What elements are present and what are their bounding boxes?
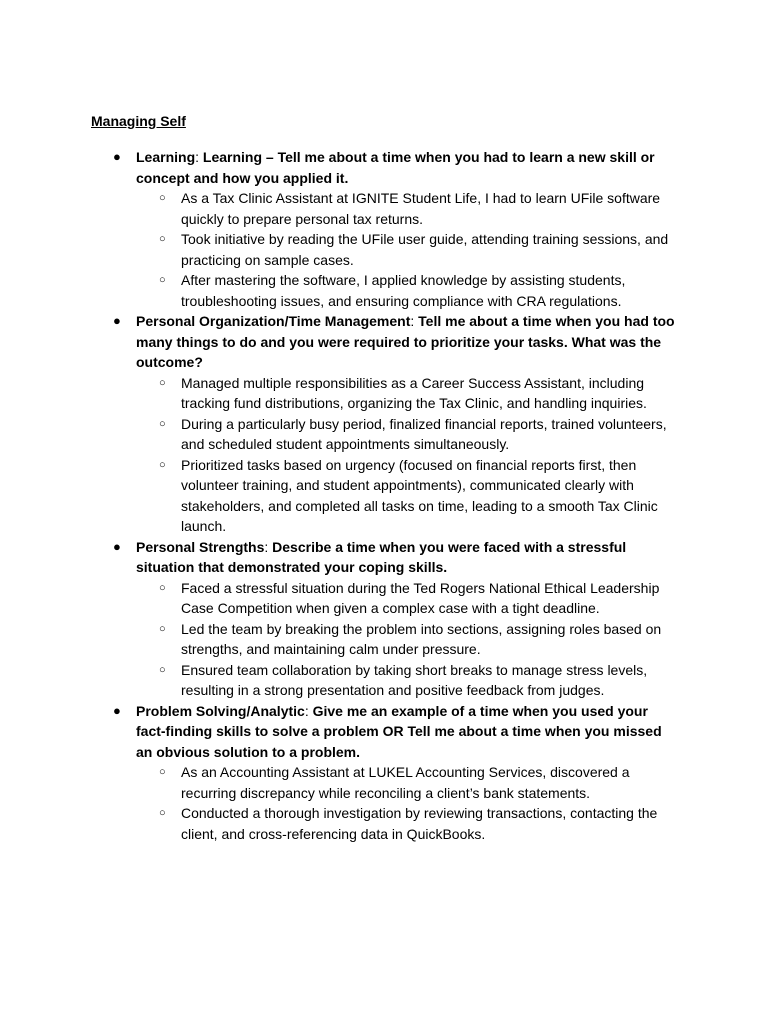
answer-points (136, 188, 680, 311)
label-separator: : (264, 538, 273, 555)
question-text (136, 147, 680, 188)
hollow-bullet-icon: ○ (159, 766, 166, 778)
question-text (136, 701, 680, 763)
section-heading: Managing Self (91, 113, 186, 129)
competency-label: Personal Organization/Time Management (136, 313, 411, 329)
competency-label: Problem Solving/Analytic (136, 702, 305, 719)
competency-label: Personal Strengths (136, 538, 265, 555)
competency-label: Learning (136, 149, 196, 165)
answer-point-text: During a particularly busy period, finalized financial reports, trained volunteers, and scheduled student appointments simultaneously. (181, 415, 667, 452)
answer-point (136, 455, 680, 537)
answer-point-text: As a Tax Clinic Assistant at IGNITE Student Life, I had to learn UFile software quickly to prepare personal tax returns. (181, 190, 661, 227)
question-list (91, 147, 680, 844)
answer-points (136, 373, 680, 537)
list-item (91, 701, 680, 845)
answer-point (136, 578, 680, 619)
answer-points (136, 578, 680, 701)
interview-question: Tell me about a time when you had too many things to do and you were required to prioritize your tasks. What was the outcome? (136, 313, 675, 370)
bullet-icon: ● (113, 538, 121, 554)
answer-point (136, 229, 680, 270)
interview-question: Describe a time when you were faced with a stressful situation that demonstrated your coping skills. (136, 538, 627, 575)
hollow-bullet-icon: ○ (159, 192, 166, 204)
answer-point-text: Conducted a thorough investigation by reviewing transactions, contacting the client, and cross-referencing data in QuickBooks. (181, 805, 658, 842)
hollow-bullet-icon: ○ (159, 458, 166, 471)
label-separator: : (410, 313, 419, 329)
hollow-bullet-icon: ○ (159, 807, 166, 819)
answer-point (136, 803, 680, 844)
hollow-bullet-icon: ○ (159, 376, 166, 389)
list-item (91, 311, 680, 537)
label-separator: : (304, 702, 313, 719)
answer-point (136, 619, 680, 660)
answer-point (136, 660, 680, 701)
hollow-bullet-icon: ○ (159, 622, 166, 635)
answer-point (136, 270, 680, 311)
answer-points (136, 762, 680, 844)
interview-question: Give me an example of a time when you used your fact-finding skills to solve a problem OR Tell me about a time when you missed an obvious solution to a problem. (136, 702, 662, 760)
interview-question: Learning – Tell me about a time when you had to learn a new skill or concept and how you applied it. (136, 149, 655, 186)
answer-point (136, 762, 680, 803)
answer-point-text: As an Accounting Assistant at LUKEL Accounting Services, discovered a recurring discrepancy while reconciling a client’s bank statements. (181, 764, 630, 801)
list-item (91, 537, 680, 701)
bullet-icon: ● (113, 313, 121, 328)
answer-point-text: Managed multiple responsibilities as a Career Success Assistant, including tracking fund distributions, organizing the Tax Clinic, and handling inquiries. (181, 374, 647, 411)
answer-point-text: Led the team by breaking the problem into sections, assigning roles based on strengths, and maintaining calm under pressure. (181, 620, 662, 657)
answer-point-text: Faced a stressful situation during the Ted Rogers National Ethical Leadership Case Competition when given a complex case with a tight deadline. (181, 579, 660, 616)
question-text (136, 537, 680, 578)
answer-point-text: Took initiative by reading the UFile user guide, attending training sessions, and practicing on sample cases. (181, 231, 669, 268)
question-text (136, 311, 680, 373)
answer-point-text: Ensured team collaboration by taking short breaks to manage stress levels, resulting in a strong presentation and positive feedback from judges. (181, 661, 648, 698)
bullet-icon: ● (113, 149, 121, 164)
list-item (91, 147, 680, 311)
hollow-bullet-icon: ○ (159, 581, 166, 594)
answer-point (136, 188, 680, 229)
hollow-bullet-icon: ○ (159, 274, 166, 286)
hollow-bullet-icon: ○ (159, 663, 166, 676)
answer-point (136, 373, 680, 414)
label-separator: : (195, 149, 203, 165)
answer-point-text: Prioritized tasks based on urgency (focused on financial reports first, then volunteer training, and student appointments), communicated clearly with stakeholders, and completed all tasks on time, leading to a smooth Tax Clinic launch. (181, 456, 658, 534)
hollow-bullet-icon: ○ (159, 417, 166, 430)
hollow-bullet-icon: ○ (159, 233, 166, 245)
answer-point-text: After mastering the software, I applied knowledge by assisting students, troubleshooting issues, and ensuring compliance with CRA regulations. (181, 272, 626, 309)
answer-point (136, 414, 680, 455)
bullet-icon: ● (113, 702, 121, 718)
